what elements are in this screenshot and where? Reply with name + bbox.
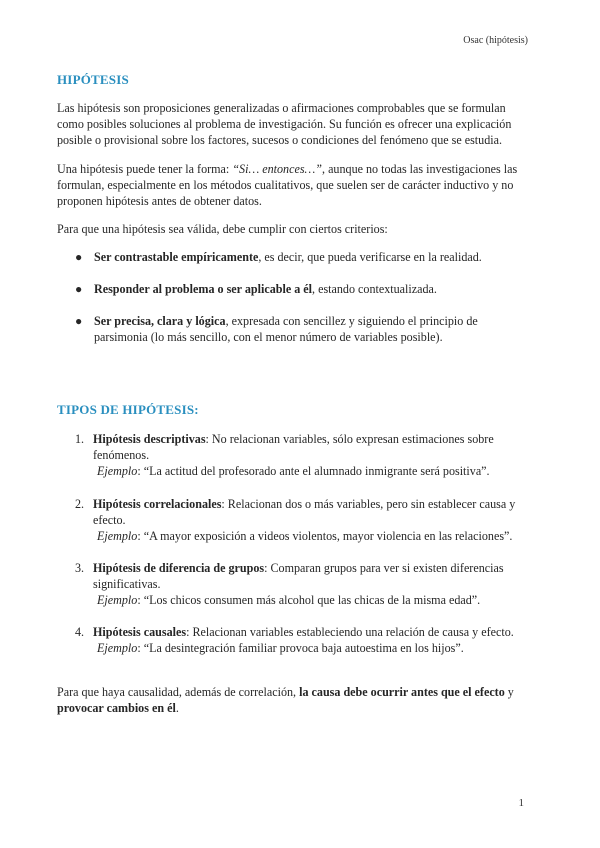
example-text: : “A mayor exposición a videos violentos, mayor violencia en las relaciones”. bbox=[137, 529, 513, 544]
form-text-after: , aunque no todas las investigaciones las formulan, especialmente en los métodos cualitativos, que suelen ser de carácter inductivo y no proponen hipótesis antes de obtener datos. bbox=[57, 162, 518, 209]
item-number: 3. bbox=[75, 561, 85, 575]
type-name: Hipótesis causales bbox=[93, 625, 187, 639]
section-title-hipotesis: HIPÓTESIS bbox=[57, 72, 129, 87]
type-description: : Relacionan variables estableciendo una relación de causa y efecto. bbox=[186, 625, 514, 639]
type-example bbox=[97, 592, 522, 608]
paragraph-criteria-intro: Para que una hipótesis sea válida, debe cumplir con ciertos criterios: bbox=[57, 222, 388, 236]
type-description: : No relacionan variables, sólo expresan estimaciones sobre fenómenos. bbox=[93, 432, 494, 463]
type-description: : Relacionan dos o más variables, pero sin establecer causa y efecto. bbox=[93, 497, 516, 528]
criteria-item bbox=[75, 281, 522, 297]
page-number: 1 bbox=[518, 797, 524, 809]
criteria-item bbox=[75, 313, 522, 345]
type-description: : Comparan grupos para ver si existen diferencias significativas. bbox=[93, 561, 504, 592]
type-name: Hipótesis descriptivas bbox=[93, 432, 206, 446]
item-number: 1. bbox=[75, 432, 85, 446]
paragraph-definition: Las hipótesis son proposiciones generalizadas o afirmaciones comprobables que se formulan como posibles soluciones al problema de investigación. Su función es ofrecer una explicación posible o provisional sobre los factores, sucesos o condiciones del fenómeno que se estudia. bbox=[57, 101, 512, 148]
criteria-item-text: , expresada con sencillez y siguiendo el principio de parsimonia (lo más sencillo, con el menor número de variables posible). bbox=[94, 314, 478, 345]
paragraph-causality bbox=[57, 684, 522, 716]
bullet-icon: ● bbox=[75, 314, 83, 328]
causality-text-before: Para que haya causalidad, además de correlación, bbox=[57, 685, 300, 699]
type-example bbox=[97, 640, 522, 656]
criteria-item-bold: Ser precisa, clara y lógica bbox=[94, 314, 226, 328]
hypothesis-type-item bbox=[75, 624, 522, 656]
hypothesis-type-item bbox=[75, 496, 522, 545]
item-number: 2. bbox=[75, 497, 85, 511]
causality-bold-effect: provocar cambios en él bbox=[57, 701, 176, 716]
criteria-item-text: , estando contextualizada. bbox=[312, 282, 437, 296]
type-example bbox=[97, 528, 522, 544]
criteria-item bbox=[75, 249, 522, 265]
hypothesis-type-item bbox=[75, 431, 522, 480]
example-text: : “La desintegración familiar provoca baja autoestima en los hijos”. bbox=[137, 641, 464, 656]
paragraph-form bbox=[57, 161, 522, 210]
example-label: Ejemplo bbox=[97, 641, 138, 656]
example-label: Ejemplo bbox=[97, 464, 138, 479]
running-header: Osac (hipótesis) bbox=[463, 35, 528, 46]
form-text-before: Una hipótesis puede tener la forma: bbox=[57, 162, 233, 176]
bullet-icon: ● bbox=[75, 282, 83, 296]
example-text: : “Los chicos consumen más alcohol que las chicas de la misma edad”. bbox=[137, 593, 481, 608]
example-label: Ejemplo bbox=[97, 529, 138, 544]
criteria-item-text: , es decir, que pueda verificarse en la realidad. bbox=[258, 250, 482, 264]
causality-bold-cause: la causa debe ocurrir antes que el efecto bbox=[299, 685, 505, 699]
type-example bbox=[97, 463, 522, 479]
hypothesis-type-item bbox=[75, 560, 522, 609]
example-label: Ejemplo bbox=[97, 593, 138, 608]
section-title-tipos: TIPOS DE HIPÓTESIS: bbox=[57, 402, 199, 417]
criteria-item-bold: Ser contrastable empíricamente bbox=[94, 250, 259, 264]
form-si-entonces: “Si… entonces…” bbox=[232, 162, 323, 176]
item-number: 4. bbox=[75, 625, 85, 639]
causality-text-mid: y bbox=[504, 685, 514, 699]
criteria-item-bold: Responder al problema o ser aplicable a él bbox=[94, 282, 313, 296]
causality-text-end: . bbox=[175, 701, 179, 716]
type-name: Hipótesis correlacionales bbox=[93, 497, 222, 511]
type-name: Hipótesis de diferencia de grupos bbox=[93, 561, 265, 575]
bullet-icon: ● bbox=[75, 250, 83, 264]
example-text: : “La actitud del profesorado ante el alumnado inmigrante será positiva”. bbox=[137, 464, 490, 479]
